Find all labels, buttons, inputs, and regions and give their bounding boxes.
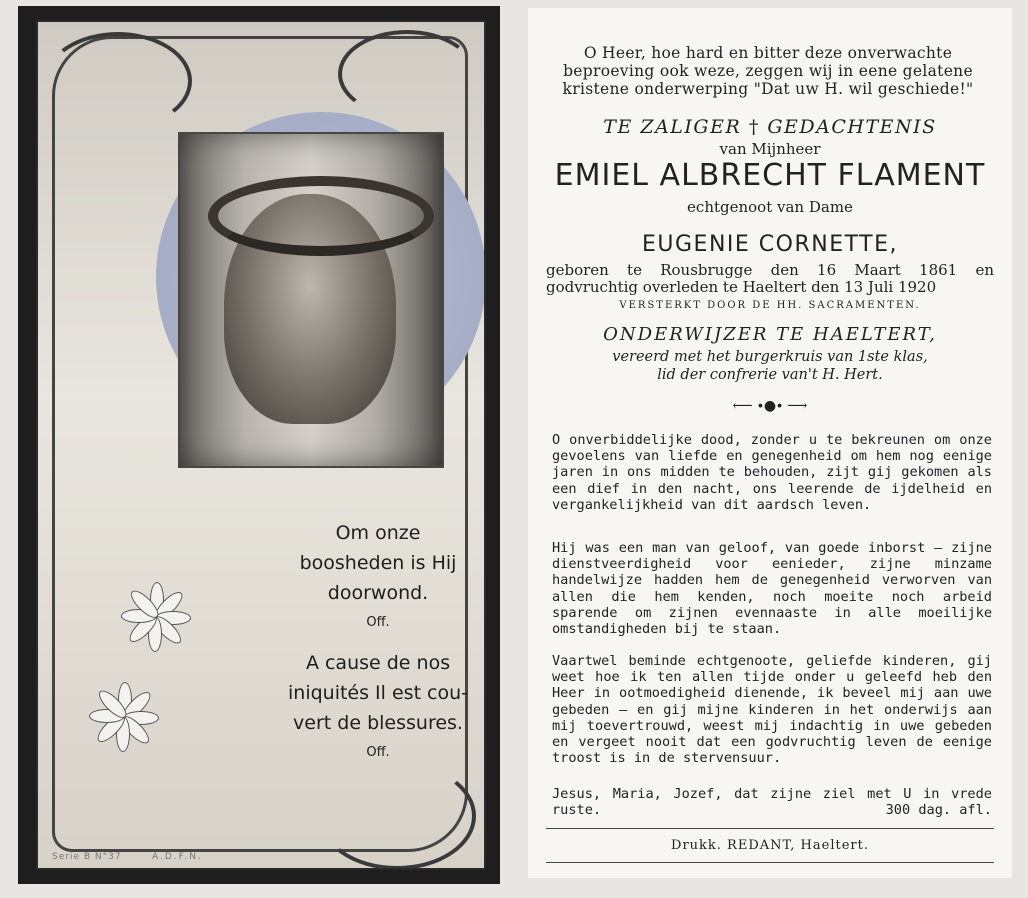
- holy-card-illustration: [36, 20, 486, 870]
- ornament-divider: ⟵ ∙●∙ ⟶: [732, 398, 808, 414]
- memorial-text-panel: [528, 8, 1012, 878]
- memorial-title: [528, 116, 1012, 138]
- crown-of-thorns: [208, 176, 434, 256]
- vine-ornament: [318, 762, 476, 870]
- vine-ornament: [44, 32, 192, 130]
- paragraph: O onverbiddelijke dood, zonder u te bekreunen om onze gevoelens van liefde en genegenheid om hem nog eenige jaren in ons midden te behouden, zijt gij gekomen als een dief in den nacht, ons leerende de ijdelheid en vergankelijkheid van dit aardsch leven.: [552, 432, 992, 513]
- publisher-mark: A.D.F.N.: [152, 852, 203, 862]
- title-part: GEDACHTENIS: [767, 116, 937, 138]
- opening-prayer: O Heer, hoe hard en bitter deze onverwachte beproeving ook weze, zeggen wij in eene gelatene kristene onderwerping "Dat uw H. wil geschiede!": [562, 44, 974, 98]
- indulgence-note: 300 dag. afl.: [885, 802, 992, 819]
- birth-death-line: geboren te Rousbrugge den 16 Maart 1861 en godvruchtig overleden te Haeltert den 13 Juli 1920: [546, 261, 994, 296]
- verse-line: A cause de nos: [305, 652, 451, 674]
- honor-line: vereerd met het burgerkruis van 1ste klas,: [612, 349, 928, 365]
- printer-credit: Drukk. REDANT, Haeltert.: [671, 838, 869, 853]
- verse-text: [288, 518, 468, 768]
- divider: [546, 862, 994, 863]
- closing-text: Jesus, Maria, Jozef, dat zijne ziel met U in vrede ruste.: [552, 786, 992, 819]
- passion-flower: [120, 582, 190, 652]
- title-part: TE ZALIGER: [603, 116, 742, 138]
- paragraph: Vaartwel beminde echtgenoote, geliefde kinderen, gij weet hoe ik ten allen tijde onder u geleefd heb den Heer in ootmoedigheid dienende, ik beveel mij aan uwe gebeden — en gij mijne kinderen in het onderwijs aan mij toevertrouwd, weest mij indachtig in uwe gebeden en vergeet nooit dat een godvruchtig leven de eenige troost is in de stervensuur.: [552, 653, 992, 767]
- vine-ornament: [338, 30, 476, 118]
- serie-label: Serie B N°37: [52, 852, 122, 862]
- verse-line: iniquités Il est cou-: [288, 682, 469, 704]
- verse-source: Off.: [366, 615, 390, 630]
- holy-card-image-panel: [18, 6, 500, 884]
- profession: ONDERWIJZER TE HAELTERT,: [603, 324, 937, 345]
- veil-of-veronica: [178, 132, 444, 468]
- honor-line: lid der confrerie van't H. Hert.: [657, 367, 883, 383]
- spouse-intro: echtgenoot van Dame: [687, 198, 853, 216]
- paragraph: Hij was een man van geloof, van goede inborst — zijne dienstveerdigheid voor eenieder, zijne minzame handelwijze hadden hem de genegenheid verworven van allen die hem kenden, noch moeite noch arbeid sparende om zijnen evennaaste in alle moeilijke omstandigheden bij te staan.: [552, 540, 992, 638]
- verse-source: Off.: [366, 745, 390, 760]
- deceased-name: EMIEL ALBRECHT FLAMENT: [554, 158, 986, 193]
- spouse-name: EUGENIE CORNETTE,: [642, 232, 898, 257]
- honorific: van Mijnheer: [719, 140, 821, 158]
- cross-icon: †: [748, 116, 760, 138]
- closing-prayer: [552, 786, 992, 818]
- verse-line: Om onze: [335, 522, 421, 544]
- honors: [528, 348, 1012, 384]
- verse-line: doorwond.: [327, 582, 429, 604]
- verse-line: boosheden is Hij: [299, 552, 457, 574]
- passion-flower: [88, 682, 158, 752]
- sacraments-line: VERSTERKT DOOR DE HH. SACRAMENTEN.: [619, 300, 921, 311]
- verse-line: vert de blessures.: [293, 712, 463, 734]
- divider: [546, 828, 994, 829]
